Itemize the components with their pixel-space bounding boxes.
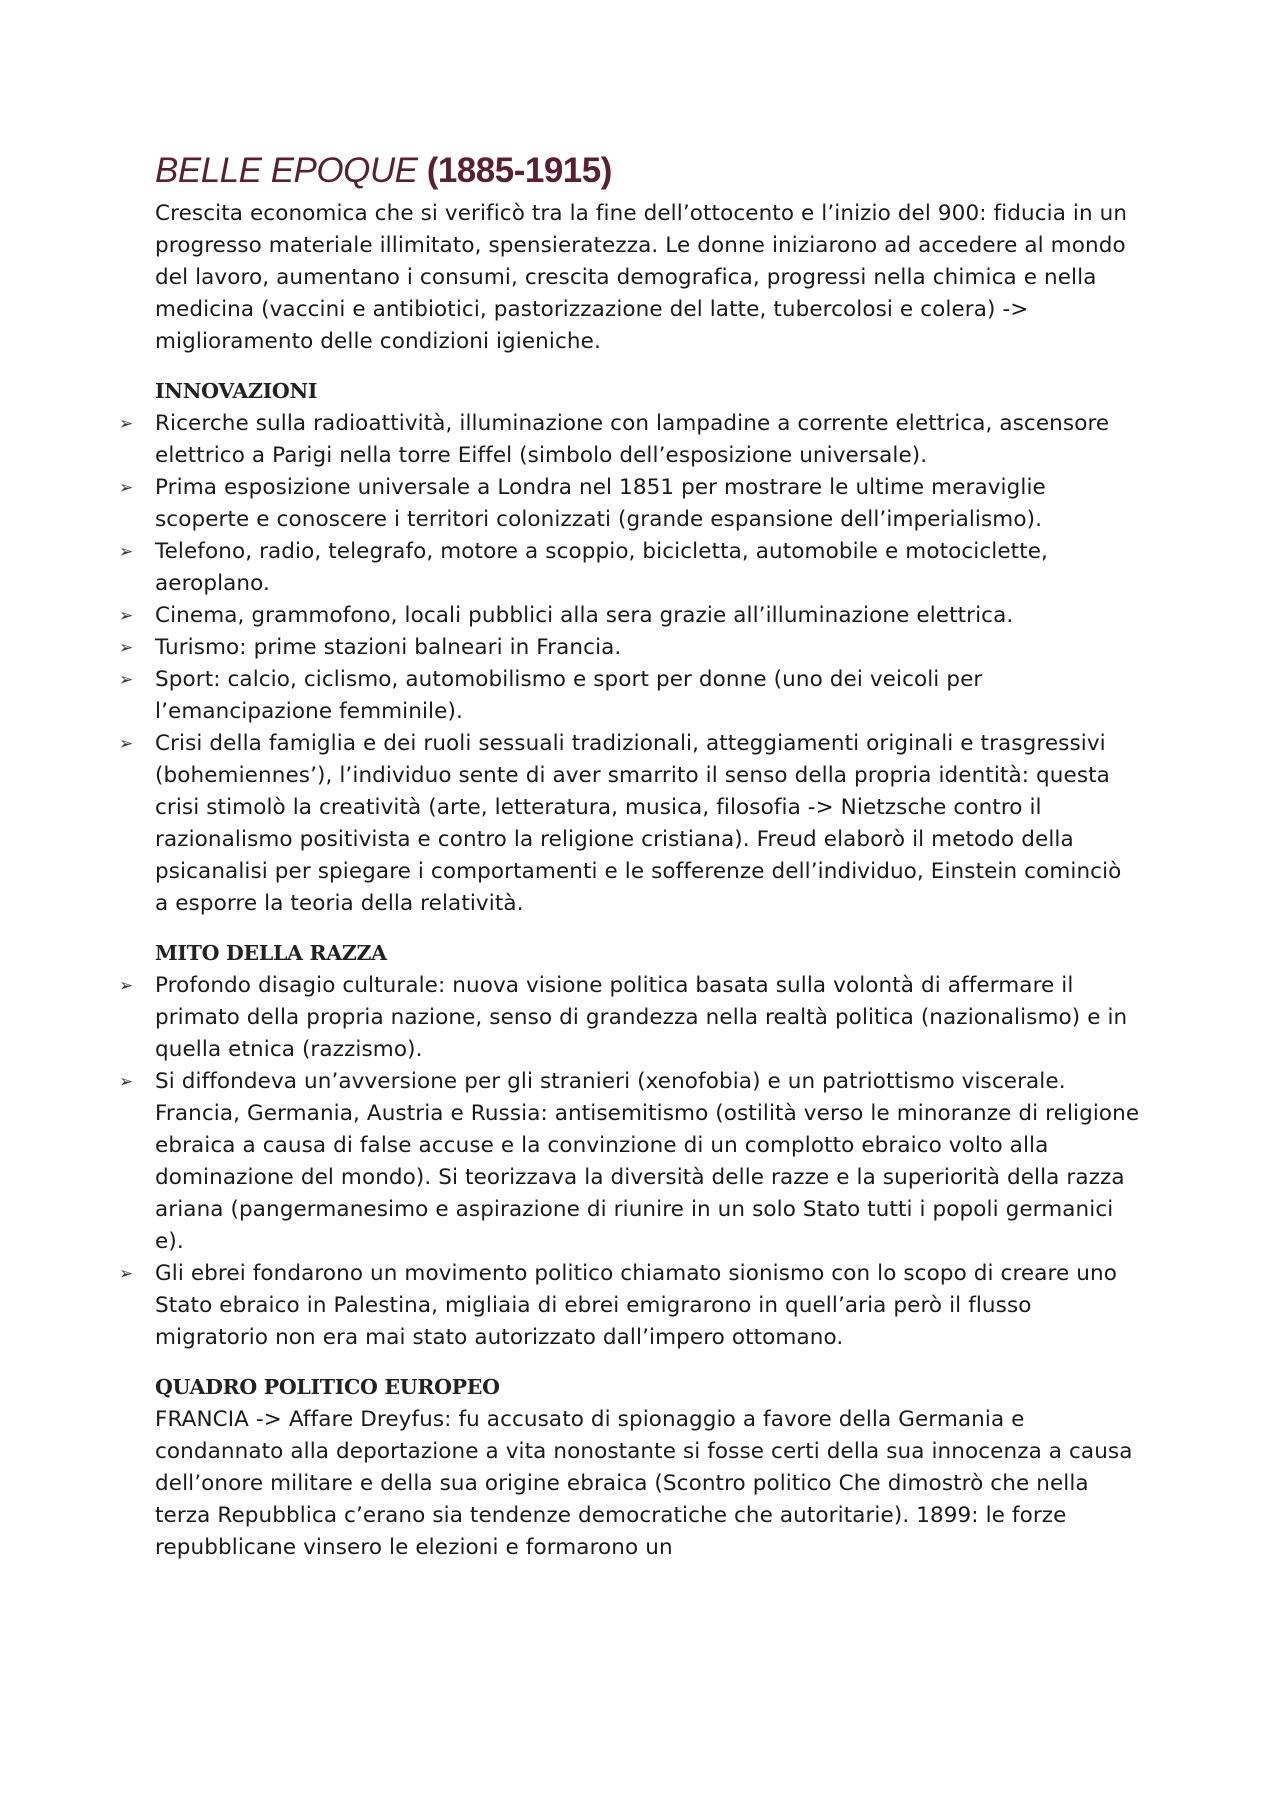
arrow-bullet-icon: ➢	[119, 478, 134, 498]
title-italic: BELLE EPOQUE	[155, 151, 418, 190]
intro-paragraph: Crescita economica che si verificò tra la fine dell’ottocento e l’inizio del 900: fiducia in un progresso materiale illimitato, spensieratezza. Le donne iniziarono ad accedere al mondo del lavoro, aumentano i consumi, crescita demografica, progressi nella chimica e nella medicina (vaccini e antibiotici, pastorizzazione del latte, tubercolosi e colera) -> miglioramento delle condizioni igieniche.	[155, 201, 1128, 354]
list-item	[119, 408, 1140, 472]
list-item	[119, 472, 1140, 536]
arrow-bullet-icon: ➢	[119, 638, 134, 658]
politics-paragraph: FRANCIA -> Affare Dreyfus: fu accusato di spionaggio a favore della Germania e condannato alla deportazione a vita nonostante si fosse certi della sua innocenza a causa dell’onore militare e della sua origine ebraica (Scontro politico Che dimostrò che nella terza Repubblica c’erano sia tendenze democratiche che autoritarie). 1899: le forze repubblicane vinsero le elezioni e formarono un	[155, 1407, 1133, 1560]
list-item-text: Sport: calcio, ciclismo, automobilismo e sport per donne (uno dei veicoli per l’emancipazione femminile).	[155, 667, 983, 724]
list-item-text: Crisi della famiglia e dei ruoli sessuali tradizionali, atteggiamenti originali e trasgressivi (bohemiennes’), l’individuo sente di aver smarrito il senso della propria identità: questa crisi stimolò la creatività (arte, letteratura, musica, filosofia -> Nietzsche contro il razionalismo positivista e contro la religione cristiana). Freud elaborò il metodo della psicanalisi per spiegare i comportamenti e le sofferenze dell’individuo, Einstein cominciò a esporre la teoria della relatività.	[155, 731, 1122, 916]
list-item-text: Profondo disagio culturale: nuova visione politica basata sulla volontà di affermare il primato della propria nazione, senso di grandezza nella realtà politica (nazionalismo) e in quella etnica (razzismo).	[155, 973, 1128, 1062]
list-item	[119, 1066, 1140, 1258]
list-item	[119, 536, 1140, 600]
list-item-text: Telefono, radio, telegrafo, motore a scoppio, bicicletta, automobile e motociclette, aeroplano.	[155, 539, 1048, 596]
list-item-text: Prima esposizione universale a Londra nel 1851 per mostrare le ultime meraviglie scoperte e conoscere i territori colonizzati (grande espansione dell’imperialismo).	[155, 475, 1046, 532]
arrow-bullet-icon: ➢	[119, 414, 134, 434]
list-item	[119, 600, 1140, 632]
list-item-text: Ricerche sulla radioattività, illuminazione con lampadine a corrente elettrica, ascensore elettrico a Parigi nella torre Eiffel (simbolo dell’esposizione universale).	[155, 411, 1110, 468]
list-item	[119, 664, 1140, 728]
arrow-bullet-icon: ➢	[119, 976, 134, 996]
list-item	[119, 970, 1140, 1066]
list-item-text: Turismo: prime stazioni balneari in Francia.	[155, 635, 622, 660]
innovazioni-list	[119, 408, 1140, 920]
mito-della-razza-list	[119, 970, 1140, 1354]
list-item	[119, 1258, 1140, 1354]
list-item-text: Gli ebrei fondarono un movimento politico chiamato sionismo con lo scopo di creare uno Stato ebraico in Palestina, migliaia di ebrei emigrarono in quell’aria però il flusso migratorio non era mai stato autorizzato dall’impero ottomano.	[155, 1261, 1117, 1350]
section-heading-innovazioni: INNOVAZIONI	[155, 379, 318, 403]
arrow-bullet-icon: ➢	[119, 734, 134, 754]
list-item	[119, 632, 1140, 664]
title-dates: (1885-1915)	[426, 151, 612, 190]
arrow-bullet-icon: ➢	[119, 1264, 134, 1284]
list-item-text: Si diffondeva un’avversione per gli stranieri (xenofobia) e un patriottismo viscerale. Francia, Germania, Austria e Russia: antisemitismo (ostilità verso le minoranze di religione ebraica a causa di false accuse e la convinzione di un complotto ebraico volto alla dominazione del mondo). Si teorizzava la diversità delle razze e la superiorità della razza ariana (pangermanesimo e aspirazione di riunire in un solo Stato tutti i popoli germanici e).	[155, 1069, 1140, 1254]
arrow-bullet-icon: ➢	[119, 670, 134, 690]
list-item-text: Cinema, grammofono, locali pubblici alla sera grazie all’illuminazione elettrica.	[155, 603, 1014, 628]
arrow-bullet-icon: ➢	[119, 606, 134, 626]
section-heading-quadro-politico: QUADRO POLITICO EUROPEO	[155, 1375, 500, 1399]
arrow-bullet-icon: ➢	[119, 542, 134, 562]
page-title	[155, 148, 1140, 194]
list-item	[119, 728, 1140, 920]
document-content	[119, 148, 1140, 1564]
arrow-bullet-icon: ➢	[119, 1072, 134, 1092]
section-heading-mito-della-razza: MITO DELLA RAZZA	[155, 941, 387, 965]
